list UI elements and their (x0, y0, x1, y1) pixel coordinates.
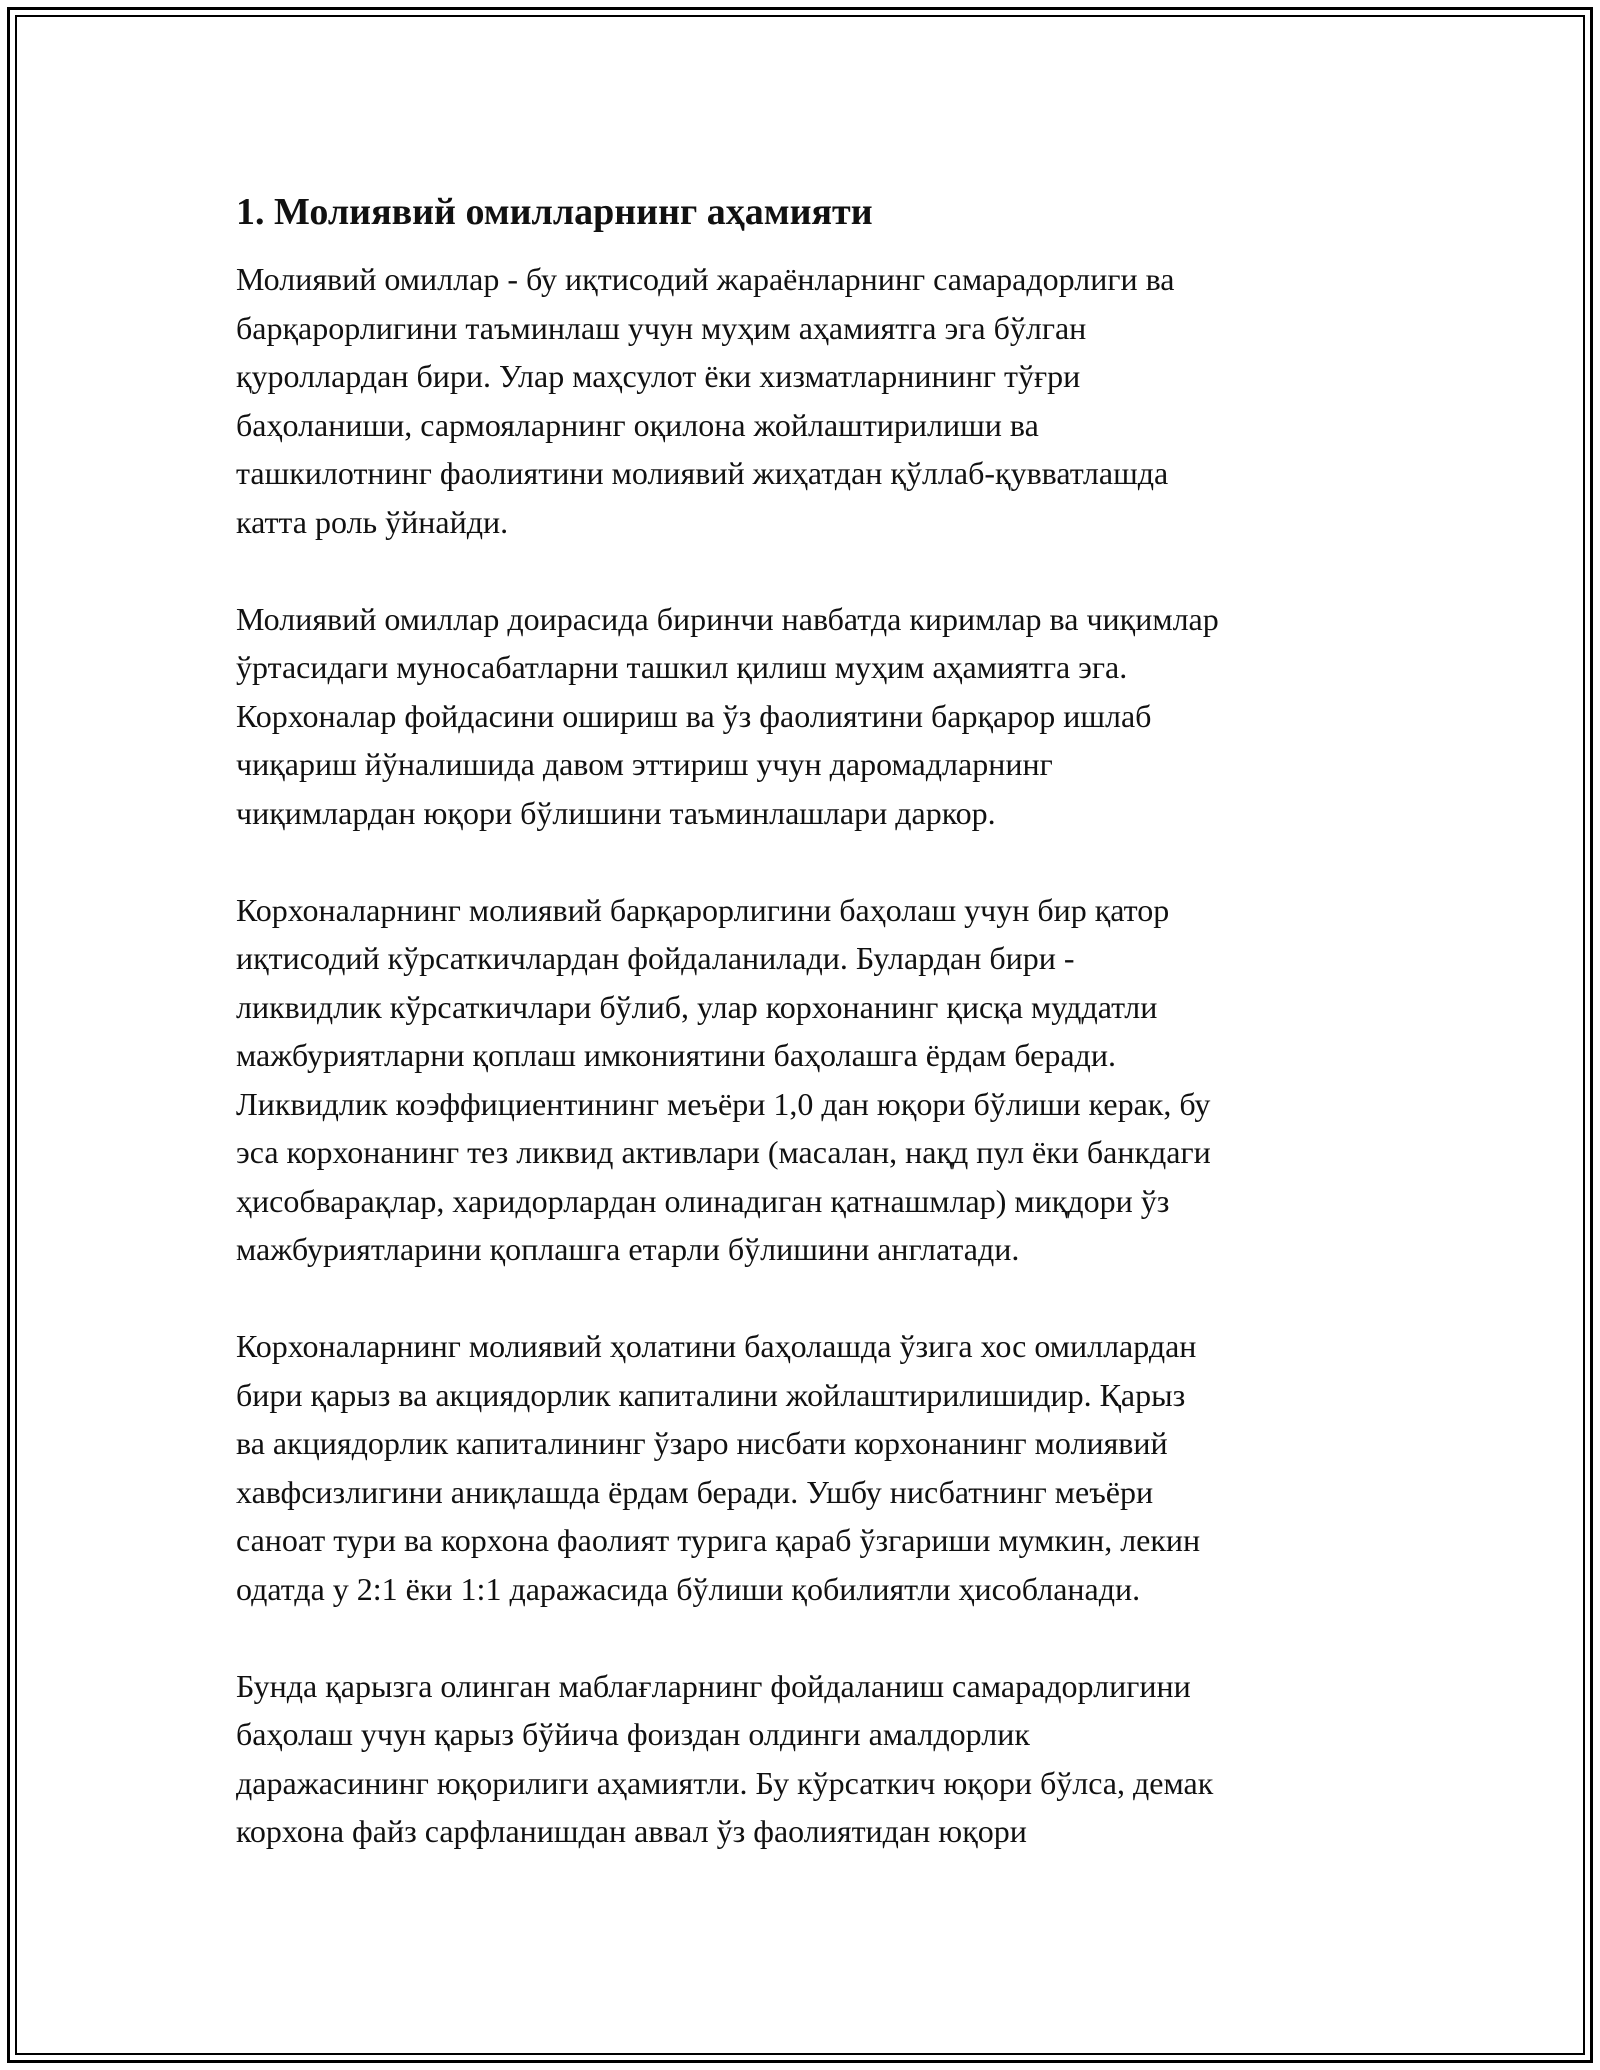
paragraph-2: Молиявий омиллар доирасида биринчи навбатда киримлар ва чиқимлар ўртасидаги муносабатларни ташкил қилиш муҳим аҳамиятга эга. Корхоналар фойдасини ошириш ва ўз фаолиятини барқарор ишлаб чиқариш йўналишида давом эттириш учун даромадларнинг чиқимлардан юқори бўлишини таъминлашлари даркор. (236, 600, 1219, 831)
paragraph-5: Бунда қарызга олинган маблағларнинг фойдаланиш самарадорлигини баҳолаш учун қарыз бўйича фоиздан олдинги амалдорлик даражасининг юқорилиги аҳамиятли. Бу кўрсаткич юқори бўлса, демак корхона файз сарфланишдан аввал ўз фаолиятидан юқори (236, 1667, 1214, 1849)
paragraph-4: Корхоналарнинг молиявий ҳолатини баҳолашда ўзига хос омиллардан бири қарыз ва акциядорлик капиталини жойлаштирилишидир. Қарыз ва акциядорлик капиталининг ўзаро нисбати корхонанинг молиявий хавфсизлигини аниқлашда ёрдам беради. Ушбу нисбатнинг меъёри саноат тури ва корхона фаолият турига қараб ўзгариши мумкин, лекин одатда у 2:1 ёки 1:1 даражасида бўлиши қобилиятли ҳисобланади. (236, 1328, 1201, 1607)
paragraph-1: Молиявий омиллар - бу иқтисодий жараёнларнинг самарадорлиги ва барқарорлигини таъминлаш учун муҳим аҳамиятга эга бўлган қуроллардан бири. Улар маҳсулот ёки хизматларнининг тўғри баҳоланиши, сармояларнинг оқилона жойлаштирилиши ва ташкилотнинг фаолиятини молиявий жиҳатдан қўллаб-қувватлашда катта роль ўйнайди. (236, 261, 1175, 540)
document-page (236, 185, 1376, 1904)
section-heading: 1. Молиявий омилларнинг аҳамияти (236, 191, 873, 233)
paragraph-3: Корхоналарнинг молиявий барқарорлигини баҳолаш учун бир қатор иқтисодий кўрсаткичлардан фойдаланилади. Булардан бири - ликвидлик кўрсаткичлари бўлиб, улар корхонанинг қисқа муддатли мажбуриятларни қоплаш имкониятини баҳолашга ёрдам беради. Ликвидлик коэффициентининг меъёри 1,0 дан юқори бўлиши керак, бу эса корхонанинг тез ликвид активлари (масалан, нақд пул ёки банкдаги ҳисобварақлар, харидорлардан олинадиган қатнашмлар) миқдори ўз мажбуриятларини қоплашга етарли бўлишини англатади. (236, 891, 1211, 1267)
